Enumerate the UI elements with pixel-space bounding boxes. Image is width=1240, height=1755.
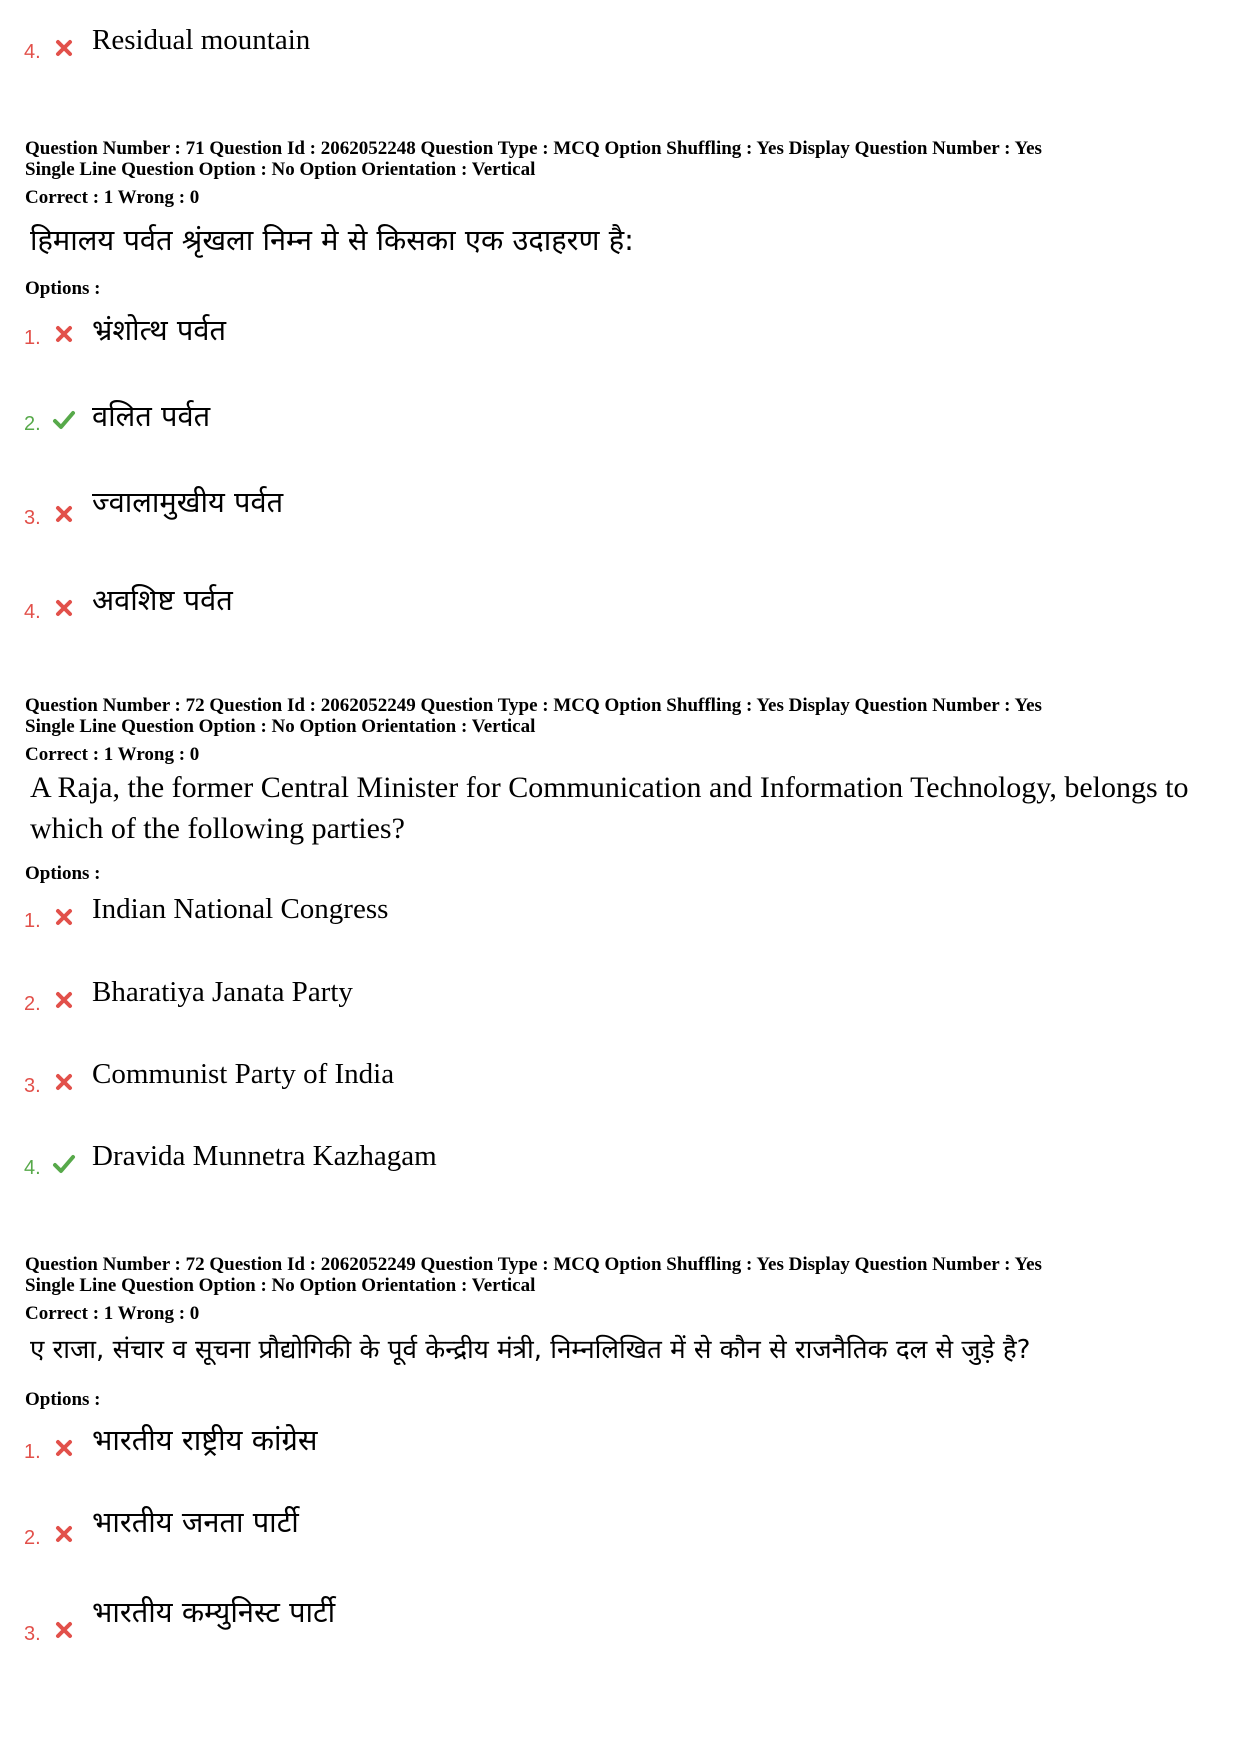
option-text: भारतीय जनता पार्टी: [92, 1505, 299, 1539]
cross-icon: [52, 1522, 76, 1546]
cross-icon: [52, 1618, 76, 1642]
option-row: [0, 584, 1240, 644]
question-meta-line1: Question Number : 72 Question Id : 2062052249 Question Type : MCQ Option Shuffling : Yes Display Question Number : Yes: [25, 1254, 1042, 1275]
option-row: [0, 1595, 1240, 1666]
cross-icon: [52, 502, 76, 526]
option-number: 2.: [24, 993, 41, 1015]
cross-icon: [52, 322, 76, 346]
option-number: 2.: [24, 413, 41, 435]
options-label: Options :: [25, 1389, 101, 1410]
option-text: भारतीय राष्ट्रीय कांग्रेस: [92, 1423, 318, 1457]
question-text: हिमालय पर्वत श्रृंखला निम्न मे से किसका एक उदाहरण है:: [30, 223, 634, 257]
option-number: 3.: [24, 1623, 41, 1645]
question-meta-line1: Question Number : 71 Question Id : 2062052248 Question Type : MCQ Option Shuffling : Yes Display Question Number : Yes: [25, 138, 1042, 159]
option-text: ज्वालामुखीय पर्वत: [92, 485, 284, 519]
option-row: [0, 396, 1240, 456]
check-icon: [52, 1152, 76, 1176]
option-text: Communist Party of India: [92, 1058, 395, 1090]
option-number: 2.: [24, 1527, 41, 1549]
option-row: [0, 485, 1240, 550]
score-line: Correct : 1 Wrong : 0: [25, 744, 200, 765]
option-number: 3.: [24, 507, 41, 529]
question-text: ए राजा, संचार व सूचना प्रौद्योगिकी के पूर्व केन्द्रीय मंत्री, निम्नलिखित में से कौन से राजनैतिक दल से जुड़े है?: [30, 1335, 1031, 1365]
option-number: 1.: [24, 1441, 41, 1463]
option-row: [0, 310, 1240, 370]
option-number: 3.: [24, 1075, 41, 1097]
option-text: भारतीय कम्युनिस्ट पार्टी: [92, 1595, 336, 1629]
option-text: Indian National Congress: [92, 893, 389, 925]
question-text: A Raja, the former Central Minister for Communication and Information Technology, belongs to which of the following parties?: [30, 771, 1189, 845]
option-row: [0, 24, 1240, 84]
option-row: [0, 976, 1240, 1036]
question-meta-line2: Single Line Question Option : No Option Orientation : Vertical: [25, 716, 536, 737]
option-text: Bharatiya Janata Party: [92, 976, 353, 1008]
options-label: Options :: [25, 863, 101, 884]
option-number: 1.: [24, 327, 41, 349]
score-line: Correct : 1 Wrong : 0: [25, 1303, 200, 1324]
option-row: [0, 1424, 1240, 1484]
option-number: 4.: [24, 1157, 41, 1179]
options-label: Options :: [25, 278, 101, 299]
option-text: भ्रंशोत्थ पर्वत: [92, 313, 227, 347]
option-text: अवशिष्ट पर्वत: [92, 583, 233, 617]
cross-icon: [52, 36, 76, 60]
cross-icon: [52, 1436, 76, 1460]
option-number: 4.: [24, 601, 41, 623]
option-number: 4.: [24, 41, 41, 63]
cross-icon: [52, 1070, 76, 1094]
option-number: 1.: [24, 910, 41, 932]
option-row: [0, 1140, 1240, 1200]
option-row: [0, 893, 1240, 953]
option-row: [0, 1505, 1240, 1570]
option-text: Residual mountain: [92, 24, 311, 56]
question-meta-line1: Question Number : 72 Question Id : 2062052249 Question Type : MCQ Option Shuffling : Yes Display Question Number : Yes: [25, 695, 1042, 716]
cross-icon: [52, 988, 76, 1012]
option-row: [0, 1058, 1240, 1118]
cross-icon: [52, 905, 76, 929]
check-icon: [52, 408, 76, 432]
option-text: Dravida Munnetra Kazhagam: [92, 1140, 437, 1172]
cross-icon: [52, 596, 76, 620]
question-meta-line2: Single Line Question Option : No Option Orientation : Vertical: [25, 1275, 536, 1296]
option-text: वलित पर्वत: [92, 399, 211, 433]
question-meta-line2: Single Line Question Option : No Option Orientation : Vertical: [25, 159, 536, 180]
score-line: Correct : 1 Wrong : 0: [25, 187, 200, 208]
